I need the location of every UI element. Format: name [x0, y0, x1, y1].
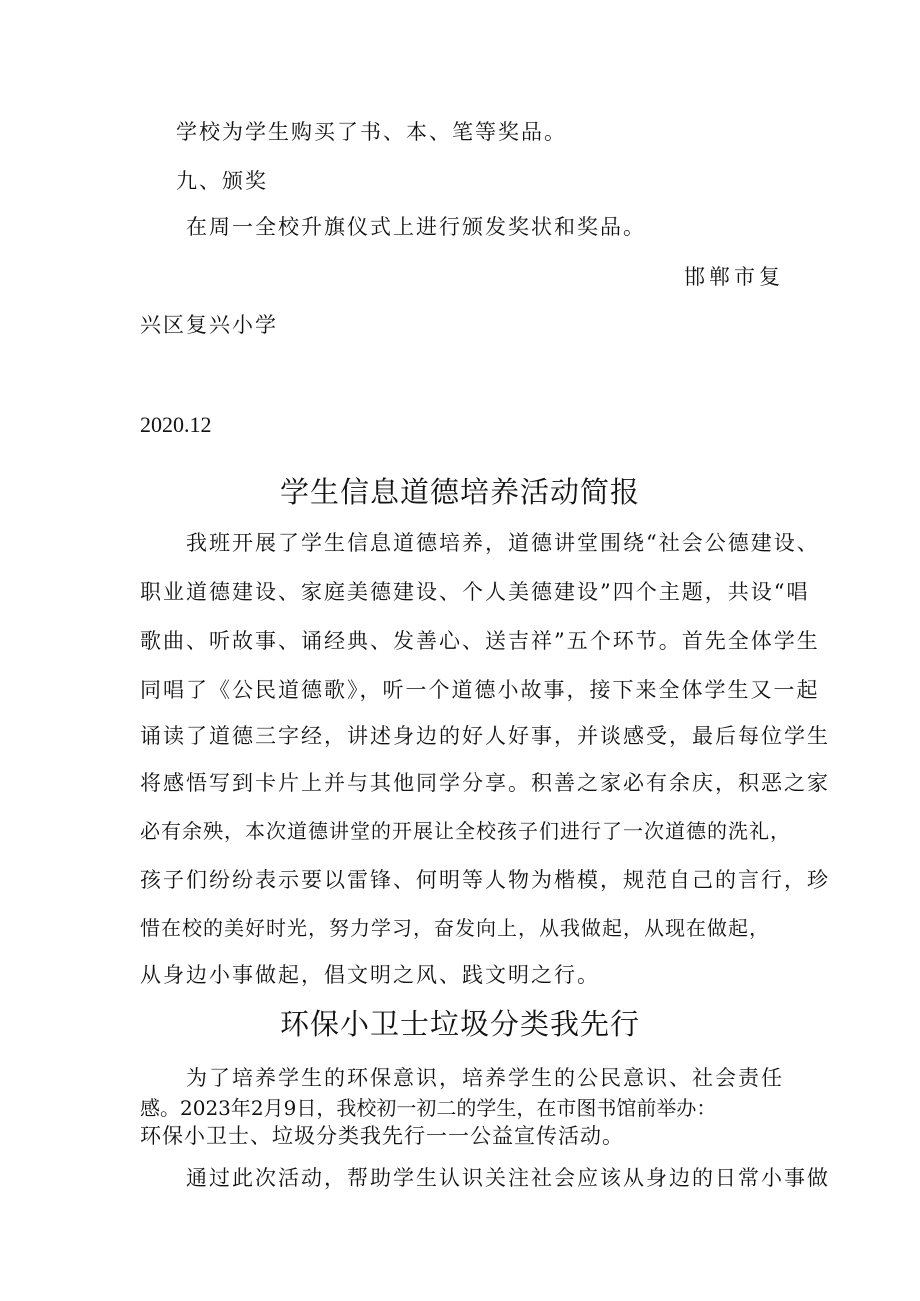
section-heading-award: 九、颁奖 [176, 169, 268, 193]
article2-line: 感。2023年2月9日，我校初一初二的学生，在市图书馆前举办： [140, 1096, 717, 1120]
article1-line: 孩子们纷纷表示要以雷锋、何明等人物为楷模，规范自己的言行，珍 [140, 868, 830, 892]
article1-line: 歌曲、听故事、诵经典、发善心、送吉祥”五个环节。首先全体学生 [140, 629, 820, 653]
article2-line: 环保小卫士、垃圾分类我先行一一公益宣传活动。 [140, 1124, 624, 1148]
article-title-moral-education: 学生信息道德培养活动简报 [279, 477, 640, 509]
article1-line: 必有余殃，本次道德讲堂的开展让全校孩子们进行了一次道德的洗礼， [140, 819, 791, 843]
signature-school-part2: 兴区复兴小学 [140, 313, 278, 337]
article1-line: 诵读了道德三字经，讲述身边的好人好事，并谈感受，最后每位学生 [140, 724, 830, 748]
article1-line: 将感悟写到卡片上并与其他同学分享。积善之家必有余庆，积恶之家 [140, 771, 830, 795]
paragraph-prizes: 学校为学生购买了书、本、笔等奖品。 [176, 120, 567, 144]
paragraph-ceremony: 在周一全校升旗仪式上进行颁发奖状和奖品。 [186, 215, 646, 239]
article1-line: 惜在校的美好时光，努力学习，奋发向上，从我做起，从现在做起， [140, 916, 770, 940]
article1-line: 从身边小事做起，倡文明之风、践文明之行。 [140, 963, 600, 987]
article2-line: 通过此次活动，帮助学生认识关注社会应该从身边的日常小事做 [186, 1166, 830, 1190]
article1-line: 职业道德建设、家庭美德建设、个人美德建设”四个主题，共设“唱 [140, 580, 810, 604]
article-title-garbage-sorting: 环保小卫士垃圾分类我先行 [279, 1009, 640, 1041]
article1-line: 我班开展了学生信息道德培养，道德讲堂围绕“社会公德建设、 [186, 531, 820, 555]
signature-school-part1: 邯郸市复 [684, 265, 784, 289]
article1-line: 同唱了《公民道德歌》，听一个道德小故事，接下来全体学生又一起 [140, 678, 820, 702]
signature-date: 2020.12 [140, 412, 212, 437]
article2-line: 为了培养学生的环保意识，培养学生的公民意识、社会责任 [186, 1066, 784, 1090]
